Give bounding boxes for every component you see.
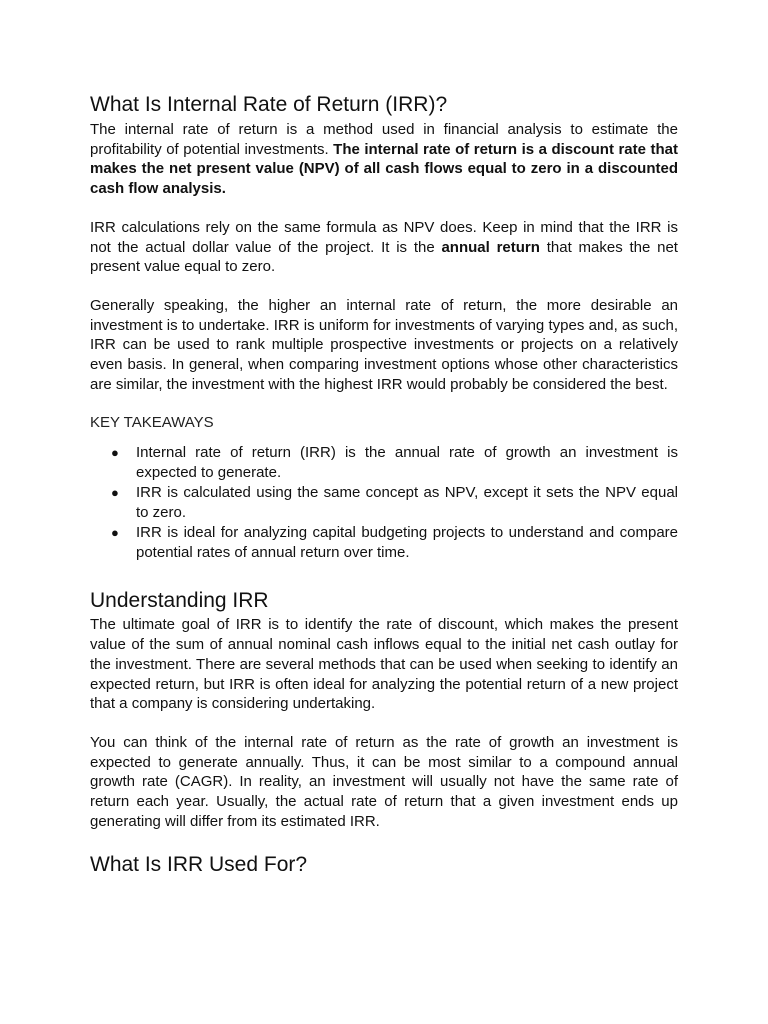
paragraph-irr-goal: The ultimate goal of IRR is to identify the rate of discount, which makes the present value of the sum of annual nominal cash inflows equal to the initial net cash outlay for the investment. There are several methods that can be used when seeking to identify an expected return, but IRR is often ideal for analyzing the potential return of a new project that a company is considering undertaking. [90, 616, 678, 713]
paragraph-irr-calculation [90, 218, 678, 277]
paragraph-tail-text: that makes the net present value equal to zero. [90, 238, 678, 276]
bullet-icon: ● [111, 525, 119, 541]
key-takeaways-label: KEY TAKEAWAYS [90, 414, 214, 432]
paragraph-irr-definition [90, 120, 678, 199]
takeaway-text: IRR is calculated using the same concept as NPV, except it sets the NPV equal to zero. [136, 484, 678, 522]
takeaway-text: IRR is ideal for analyzing capital budgeting projects to understand and compare potential rates of annual return over time. [136, 524, 678, 562]
takeaway-item [111, 443, 678, 483]
section-heading-what-is-irr: What Is Internal Rate of Return (IRR)? [90, 93, 448, 116]
section-heading-irr-used-for: What Is IRR Used For? [90, 853, 308, 877]
section-heading-understanding-irr: Understanding IRR [90, 589, 269, 613]
paragraph-lead-text: The internal rate of return is a method used in financial analysis to estimate the profitability of potential investments. [90, 121, 678, 158]
bullet-icon: ● [111, 445, 119, 461]
takeaway-item [111, 483, 678, 523]
takeaway-item [111, 523, 678, 563]
paragraph-irr-desirability: Generally speaking, the higher an internal rate of return, the more desirable an investment is to undertake. IRR is uniform for investments of varying types and, as such, IRR can be used to rank multiple prospective investments or projects on a relatively even basis. In general, when comparing investment options whose other characteristics are similar, the investment with the highest IRR would probably be considered the best. [90, 296, 678, 393]
paragraph-bold-annual-return: annual return [441, 238, 540, 256]
key-takeaways-list [90, 443, 678, 563]
paragraph-bold-definition: The internal rate of return is a discount rate that makes the net present value (NPV) of all cash flows equal to zero in a discounted cash flow analysis. [90, 140, 678, 198]
paragraph-lead-text: IRR calculations rely on the same formula as NPV does. Keep in mind that the IRR is not the actual dollar value of the project. It is the [90, 218, 678, 256]
bullet-icon: ● [111, 485, 119, 501]
paragraph-irr-growth-rate: You can think of the internal rate of return as the rate of growth an investment is expected to generate annually. Thus, it can be most similar to a compound annual growth rate (CAGR). In reality, an investment will usually not have the same rate of return each year. Usually, the actual rate of return that a given investment ends up generating will differ from its estimated IRR. [90, 733, 678, 830]
takeaway-text: Internal rate of return (IRR) is the annual rate of growth an investment is expected to generate. [136, 444, 678, 482]
document-body [90, 90, 678, 879]
